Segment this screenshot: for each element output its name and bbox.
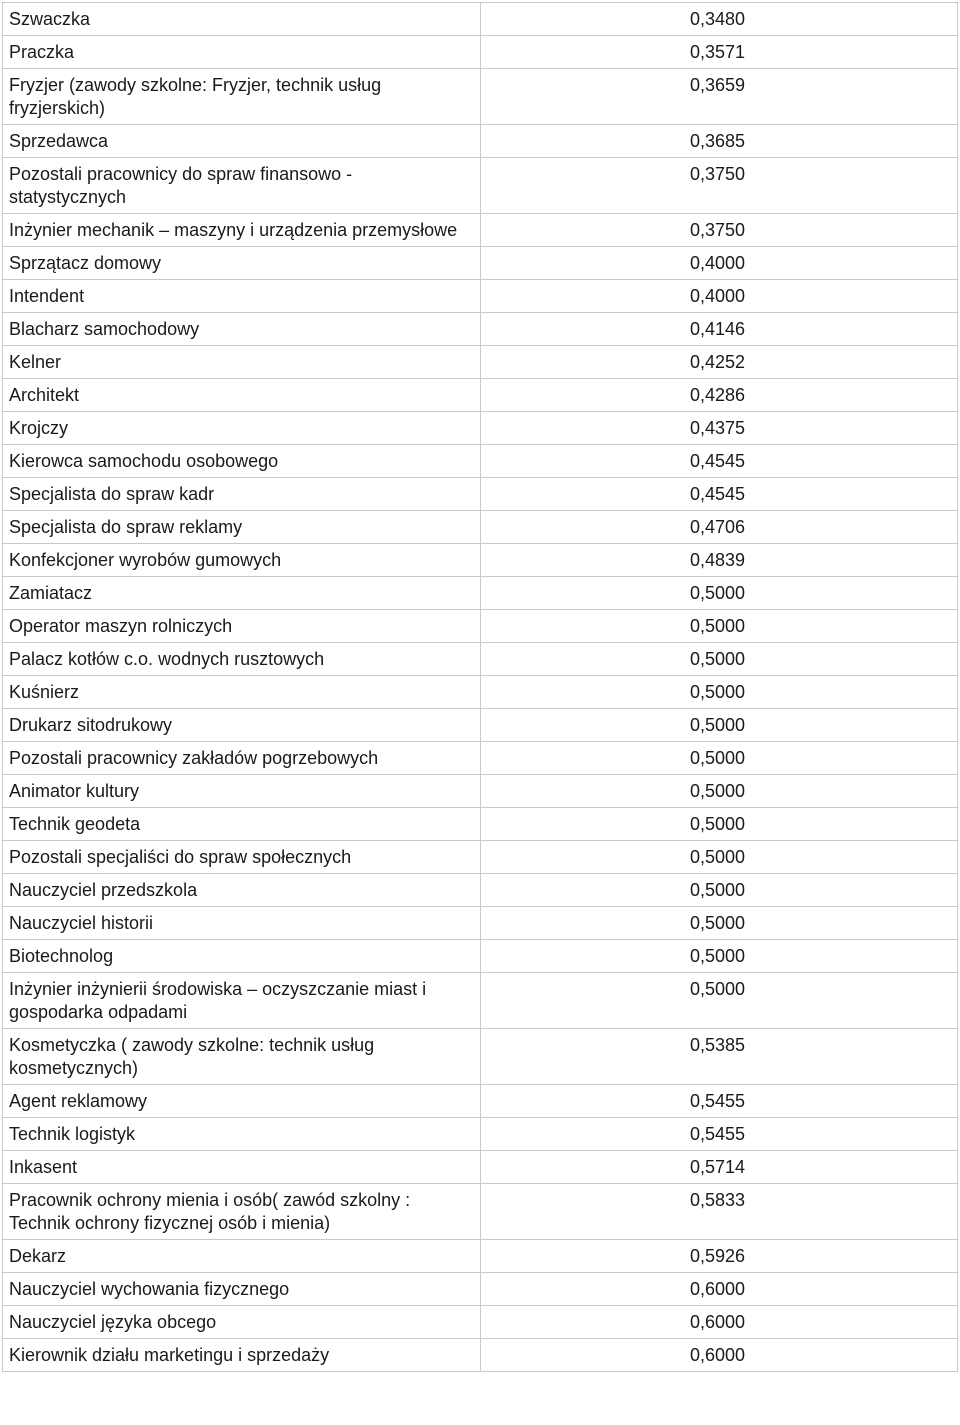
occupation-name-cell: Technik logistyk <box>3 1118 481 1151</box>
table-row <box>3 158 958 214</box>
table-row <box>3 1240 958 1273</box>
table-row <box>3 940 958 973</box>
table-row <box>3 1184 958 1240</box>
table-row <box>3 709 958 742</box>
occupation-name-cell: Agent reklamowy <box>3 1085 481 1118</box>
table-row <box>3 3 958 36</box>
table-row <box>3 214 958 247</box>
table-row <box>3 1085 958 1118</box>
occupation-table <box>2 2 958 1372</box>
occupation-value-cell: 0,3750 <box>481 158 958 214</box>
table-row <box>3 1339 958 1372</box>
occupation-value-cell: 0,5926 <box>481 1240 958 1273</box>
occupation-value-cell: 0,5000 <box>481 676 958 709</box>
occupation-name-cell: Specjalista do spraw kadr <box>3 478 481 511</box>
occupation-value-cell: 0,4286 <box>481 379 958 412</box>
table-row <box>3 125 958 158</box>
occupation-name-cell: Specjalista do spraw reklamy <box>3 511 481 544</box>
occupation-value-cell: 0,4252 <box>481 346 958 379</box>
occupation-name-cell: Architekt <box>3 379 481 412</box>
occupation-value-cell: 0,3571 <box>481 36 958 69</box>
occupation-table-body <box>3 3 958 1372</box>
occupation-value-cell: 0,5455 <box>481 1085 958 1118</box>
occupation-name-cell: Fryzjer (zawody szkolne: Fryzjer, technik usług fryzjerskich) <box>3 69 481 125</box>
occupation-name-cell: Sprzedawca <box>3 125 481 158</box>
table-row <box>3 577 958 610</box>
occupation-value-cell: 0,6000 <box>481 1339 958 1372</box>
occupation-name-cell: Praczka <box>3 36 481 69</box>
table-row <box>3 69 958 125</box>
occupation-value-cell: 0,5455 <box>481 1118 958 1151</box>
occupation-name-cell: Kierownik działu marketingu i sprzedaży <box>3 1339 481 1372</box>
occupation-value-cell: 0,3685 <box>481 125 958 158</box>
table-row <box>3 544 958 577</box>
occupation-name-cell: Zamiatacz <box>3 577 481 610</box>
table-row <box>3 511 958 544</box>
occupation-name-cell: Konfekcjoner wyrobów gumowych <box>3 544 481 577</box>
occupation-value-cell: 0,6000 <box>481 1306 958 1339</box>
occupation-value-cell: 0,5000 <box>481 841 958 874</box>
table-row <box>3 313 958 346</box>
table-row <box>3 1306 958 1339</box>
occupation-value-cell: 0,5000 <box>481 742 958 775</box>
table-row <box>3 775 958 808</box>
occupation-value-cell: 0,5000 <box>481 907 958 940</box>
occupation-value-cell: 0,3750 <box>481 214 958 247</box>
table-row <box>3 1273 958 1306</box>
occupation-name-cell: Inżynier inżynierii środowiska – oczyszczanie miast i gospodarka odpadami <box>3 973 481 1029</box>
occupation-value-cell: 0,5000 <box>481 808 958 841</box>
table-row <box>3 808 958 841</box>
table-row <box>3 841 958 874</box>
occupation-value-cell: 0,4146 <box>481 313 958 346</box>
occupation-name-cell: Inżynier mechanik – maszyny i urządzenia przemysłowe <box>3 214 481 247</box>
occupation-name-cell: Blacharz samochodowy <box>3 313 481 346</box>
occupation-value-cell: 0,4545 <box>481 478 958 511</box>
occupation-name-cell: Pracownik ochrony mienia i osób( zawód szkolny : Technik ochrony fizycznej osób i mienia) <box>3 1184 481 1240</box>
occupation-name-cell: Nauczyciel przedszkola <box>3 874 481 907</box>
occupation-value-cell: 0,5000 <box>481 643 958 676</box>
table-row <box>3 346 958 379</box>
occupation-name-cell: Intendent <box>3 280 481 313</box>
occupation-name-cell: Kosmetyczka ( zawody szkolne: technik usług kosmetycznych) <box>3 1029 481 1085</box>
occupation-value-cell: 0,5000 <box>481 610 958 643</box>
table-row <box>3 445 958 478</box>
table-row <box>3 610 958 643</box>
table-row <box>3 643 958 676</box>
occupation-name-cell: Palacz kotłów c.o. wodnych rusztowych <box>3 643 481 676</box>
occupation-name-cell: Pozostali pracownicy do spraw finansowo - statystycznych <box>3 158 481 214</box>
occupation-name-cell: Operator maszyn rolniczych <box>3 610 481 643</box>
table-row <box>3 478 958 511</box>
occupation-value-cell: 0,3659 <box>481 69 958 125</box>
occupation-name-cell: Kuśnierz <box>3 676 481 709</box>
occupation-name-cell: Nauczyciel wychowania fizycznego <box>3 1273 481 1306</box>
occupation-value-cell: 0,5714 <box>481 1151 958 1184</box>
occupation-name-cell: Szwaczka <box>3 3 481 36</box>
occupation-name-cell: Kelner <box>3 346 481 379</box>
occupation-value-cell: 0,4545 <box>481 445 958 478</box>
occupation-value-cell: 0,5000 <box>481 874 958 907</box>
occupation-value-cell: 0,5000 <box>481 940 958 973</box>
occupation-value-cell: 0,4839 <box>481 544 958 577</box>
table-row <box>3 247 958 280</box>
occupation-value-cell: 0,4375 <box>481 412 958 445</box>
occupation-name-cell: Nauczyciel historii <box>3 907 481 940</box>
table-row <box>3 412 958 445</box>
occupation-name-cell: Pozostali pracownicy zakładów pogrzebowych <box>3 742 481 775</box>
table-row <box>3 1029 958 1085</box>
occupation-name-cell: Sprzątacz domowy <box>3 247 481 280</box>
table-row <box>3 907 958 940</box>
occupation-name-cell: Krojczy <box>3 412 481 445</box>
occupation-name-cell: Biotechnolog <box>3 940 481 973</box>
occupation-name-cell: Animator kultury <box>3 775 481 808</box>
occupation-name-cell: Drukarz sitodrukowy <box>3 709 481 742</box>
occupation-name-cell: Nauczyciel języka obcego <box>3 1306 481 1339</box>
occupation-name-cell: Technik geodeta <box>3 808 481 841</box>
table-row <box>3 973 958 1029</box>
occupation-value-cell: 0,5833 <box>481 1184 958 1240</box>
table-row <box>3 379 958 412</box>
occupation-value-cell: 0,4000 <box>481 247 958 280</box>
occupation-value-cell: 0,5000 <box>481 709 958 742</box>
occupation-value-cell: 0,4000 <box>481 280 958 313</box>
table-row <box>3 1118 958 1151</box>
occupation-value-cell: 0,6000 <box>481 1273 958 1306</box>
occupation-name-cell: Kierowca samochodu osobowego <box>3 445 481 478</box>
occupation-value-cell: 0,3480 <box>481 3 958 36</box>
table-row <box>3 676 958 709</box>
occupation-value-cell: 0,4706 <box>481 511 958 544</box>
table-row <box>3 742 958 775</box>
occupation-value-cell: 0,5000 <box>481 577 958 610</box>
occupation-name-cell: Pozostali specjaliści do spraw społecznych <box>3 841 481 874</box>
occupation-value-cell: 0,5000 <box>481 775 958 808</box>
occupation-name-cell: Dekarz <box>3 1240 481 1273</box>
occupation-value-cell: 0,5000 <box>481 973 958 1029</box>
table-row <box>3 874 958 907</box>
table-row <box>3 36 958 69</box>
occupation-value-cell: 0,5385 <box>481 1029 958 1085</box>
occupation-name-cell: Inkasent <box>3 1151 481 1184</box>
table-row <box>3 1151 958 1184</box>
table-row <box>3 280 958 313</box>
